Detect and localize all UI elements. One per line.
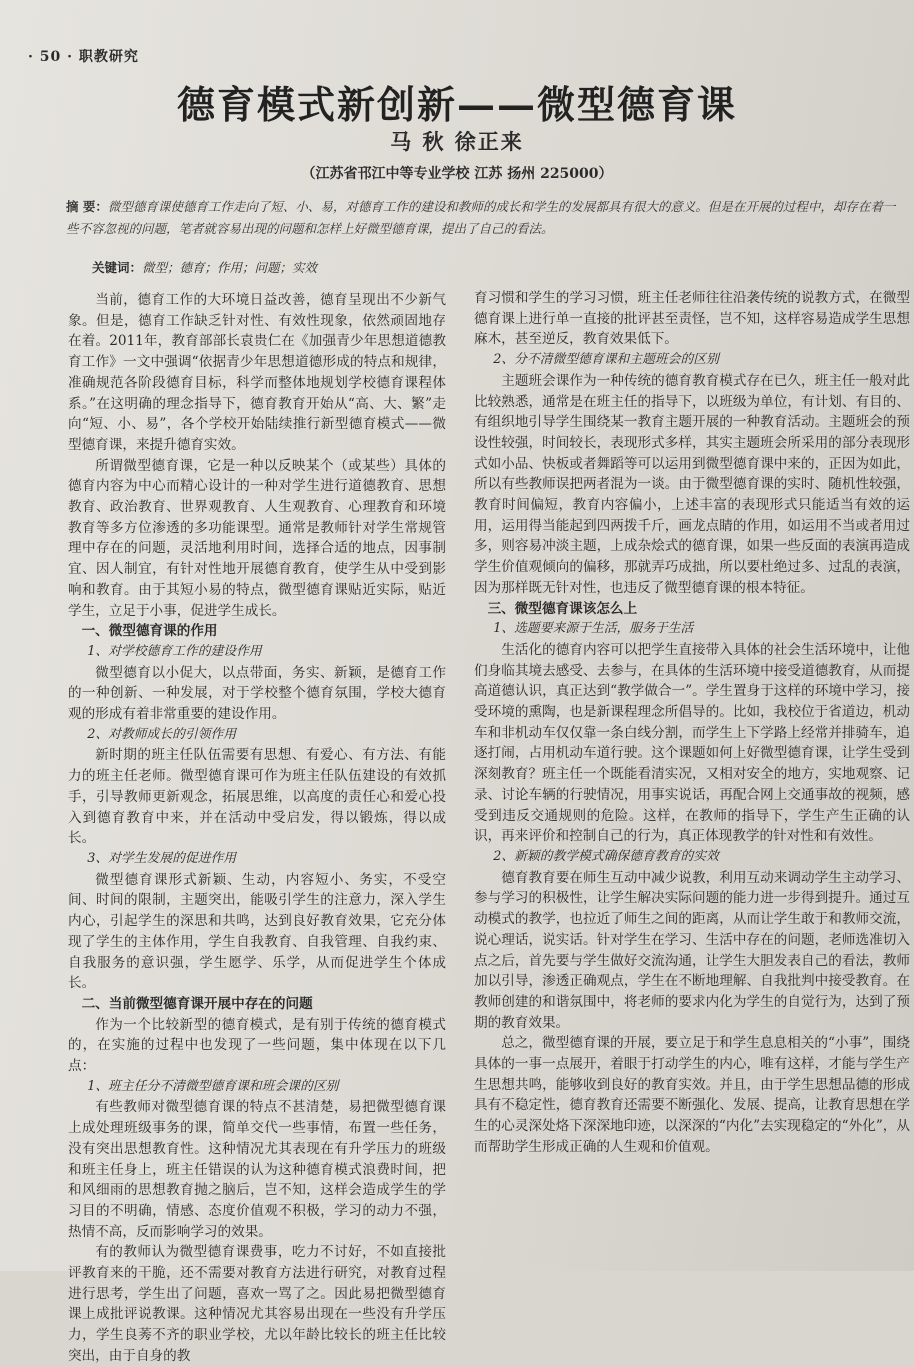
paragraph: 有些教师对微型德育课的特点不甚清楚，易把微型德育课上成处理班级事务的课，简单交代一些事情，布置一些任务，没有突出思想教育性。这种情况尤其表现在有升学压力的班级和班主任身上，班主任错误的认为这种德育模式浪费时间，把和风细雨的思想教育抛之脑后，岂不知，这样会造成学生的学习目的不明确，情感、态度价值观不积极，学习的动力不强，热情不高，反而影响学习的效果。	[68, 1099, 446, 1240]
paragraph: 有的教师认为微型德育课费事，吃力不讨好，不如直接批评教育来的干脆，还不需要对教育方法进行研究，对教育过程进行思考，学生出了问题，喜欢一骂了之。因此易把微型德育课上成批评说教课。这种情况尤其容易出现在一些没有升学压力，学生良莠不齐的职业学校，尤以年龄比较长的班主任比较突出，由于自身的教	[68, 1244, 446, 1364]
authors: 马 秋 徐正来	[390, 129, 524, 154]
paragraph: 微型德育以小促大，以点带面，务实、新颖，是德育工作的一种创新、一种发展，对于学校整个德育氛围，学校大德育观的形成有着非常重要的建设作用。	[68, 664, 446, 723]
section-heading: 1、对学校德育工作的建设作用	[87, 643, 262, 659]
article-title: 德育模式新创新——微型德育课	[176, 82, 737, 127]
page-header: · 50 · 职教研究	[28, 49, 139, 65]
paragraph: 德育教育要在师生互动中减少说教，利用互动来调动学生主动学习、参与学习的积极性，让学生解决实际问题的能力进一步得到提升。通过互动模式的教学，也拉近了师生之间的距离，从而让学生敢于和教师交流，说心理话，说实话。针对学生在学习、生活中存在的问题，老师选准切入点之后，首先要与学生做好交流沟通，让学生大胆发表自己的看法，教师加以引导，渗透正确观点，学生在不断地理解、自我批判中接受教育。在教师创建的和谐氛围中，将老师的要求内化为学生的自觉行为，达到了预期的教育效果。	[474, 869, 910, 1031]
paragraph: 生活化的德育内容可以把学生直接带入具体的社会生活环境中，让他们身临其境去感受、去参与，在具体的生活环境中接受道德教育，从而提高道德认识，真正达到“教学做合一”。学生置身于这样的环境中学习，接受环境的熏陶，也是新课程理念所倡导的。比如，我校位于省道边，机动车和非机动车仅仅靠一条白线分割，而学生上下学路上经常并排骑车，追逐打闹，占用机动车道行驶。这个课题如何上好微型德育课，让学生受到深刻教育？班主任一个既能看清实况，又相对安全的地方，实地观察、记录、讨论车辆的行驶情况，用事实说话，再配合网上交通事故的视频，感受到违反交通规则的危险。这样，在教师的指导下，学生产生正确的认识，再来评价和控制自己的行为，真正体现教学的针对性和有效性。	[474, 641, 910, 845]
right-column	[474, 288, 910, 1158]
affiliation: （江苏省邗江中等专业学校 江苏 扬州 225000）	[301, 166, 613, 182]
section-heading: 2、分不清微型德育课和主题班会的区别	[493, 352, 719, 368]
section-heading: 3、对学生发展的促进作用	[87, 850, 237, 866]
section-heading: 三、微型德育课该怎么上	[487, 600, 638, 617]
keywords-label: 关键词：	[92, 260, 143, 275]
paragraph: 所谓微型德育课，它是一种以反映某个（或某些）具体的德育内容为中心而精心设计的一种对学生进行道德教育、思想教育、政治教育、世界观教育、人生观教育、心理教育和环境教育等多方位渗透的多功能课型。通常是教师针对学生常规管理中存在的问题，灵活地利用时间，选择合适的地点，因事制宜、因人制宜，有针对性地开展德育教育，使学生从中受到影响和教育。由于其短小易的特点，微型德育课贴近实际，贴近学生，立足于小事，促进学生成长。	[68, 457, 446, 619]
paragraph: 主题班会课作为一种传统的德育教育模式存在已久，班主任一般对此比较熟悉，通常是在班主任的指导下，以班级为单位，有计划、有目的、有组织地引导学生围绕某一教育主题开展的一种教育活动。主题班会的预设性较强，时间较长，表现形式多样，其实主题班会所采用的部分表现形式如小品、快板或者舞蹈等可以运用到微型德育课中来的，正因为如此，所以有些教师误把两者混为一谈。由于微型德育课的实时、随机性较强，教育时间偏短，教育内容偏小，上述丰富的表现形式只能适当有效的运用，运用得当能起到四两拨千斤，画龙点睛的作用，如运用不当或者用过多，则容易冲淡主题，上成杂烩式的德育课，如果一些反面的表演再造成学生价值观倾向的偏移，那就弄巧成拙，所以要杜绝过多、过乱的表演，因为那样既无针对性，也违反了微型德育课的根本特征。	[474, 372, 910, 596]
section-heading: 1、班主任分不清微型德育课和班会课的区别	[87, 1078, 339, 1094]
keywords	[92, 258, 317, 276]
paragraph: 当前，德育工作的大环境日益改善，德育呈现出不少新气象。但是，德育工作缺乏针对性、有效性现象，依然顽固地存在着。2011年，教育部部长袁贵仁在《加强青少年思想道德教育工作》一文中强调“依据青少年思想道德形成的特点和规律，准确规范各阶段德育目标，科学而整体地规划学校德育课程体系。”在这明确的理念指导下，德育教育开始从“高、大、繁”走向“短、小、易”，各个学校开始陆续推行新型德育模式——微型德育课，来提升德育实效。	[68, 292, 446, 453]
section-heading: 1、选题要来源于生活，服务于生活	[493, 621, 694, 637]
section-heading: 二、当前微型德育课开展中存在的问题	[81, 995, 313, 1012]
paragraph: 新时期的班主任队伍需要有思想、有爱心、有方法、有能力的班主任老师。微型德育课可作为班主任队伍建设的有效抓手，引导教师更新观念，拓展思维，以高度的责任心和爱心投入到德育教育中来，并在活动中受启发，得以锻炼，得以成长。	[68, 747, 446, 847]
paragraph: 作为一个比较新型的德育模式，是有别于传统的德育模式的，在实施的过程中也发现了一些问题，集中体现在以下几点：	[68, 1016, 446, 1075]
section-heading: 2、对教师成长的引领作用	[87, 726, 237, 742]
left-column	[68, 290, 446, 1367]
keywords-text: 微型；德育；作用；问题；实效	[142, 260, 318, 275]
abstract-label: 摘 要：	[66, 199, 108, 214]
section-heading: 2、新颖的教学模式确保德育教育的实效	[493, 848, 719, 864]
section-heading: 一、微型德育课的作用	[81, 623, 218, 640]
paragraph: 微型德育课形式新颖、生动，内容短小、务实，不受空间、时间的限制，主题突出，能吸引学生的注意力，深入学生内心，引起学生的深思和共鸣，达到良好教育效果，它充分体现了学生的主体作用，学生自我教育、自我管理、自我约束、自我服务的意识强，学生愿学、乐学，从而促进学生个体成长。	[68, 871, 446, 992]
abstract	[66, 196, 906, 240]
paragraph: 育习惯和学生的学习习惯，班主任老师往往沿袭传统的说教方式，在微型德育课上进行单一直接的批评甚至责怪，岂不知，这样容易造成学生思想麻木，甚至逆反，教育效果低下。	[474, 290, 910, 348]
abstract-text: 微型德育课使德育工作走向了短、小、易，对德育工作的建设和教师的成长和学生的发展都具有很大的意义。但是在开展的过程中，却存在着一些不容忽视的问题，笔者就容易出现的问题和怎样上好微型德育课，提出了自己的看法。	[66, 199, 896, 236]
paragraph: 总之，微型德育课的开展，要立足于和学生息息相关的“小事”，围绕具体的一事一点展开，着眼于打动学生的内心，唯有这样，才能与学生产生思想共鸣，能够收到良好的教育实效。并且，由于学生思想品德的形成具有不稳定性，德育教育还需要不断强化、发展、提高，让教育思想在学生的心灵深处烙下深深地印迹，以深深的“内化”去实现稳定的“外化”，从而帮助学生形成正确的人生观和价值观。	[474, 1035, 910, 1155]
